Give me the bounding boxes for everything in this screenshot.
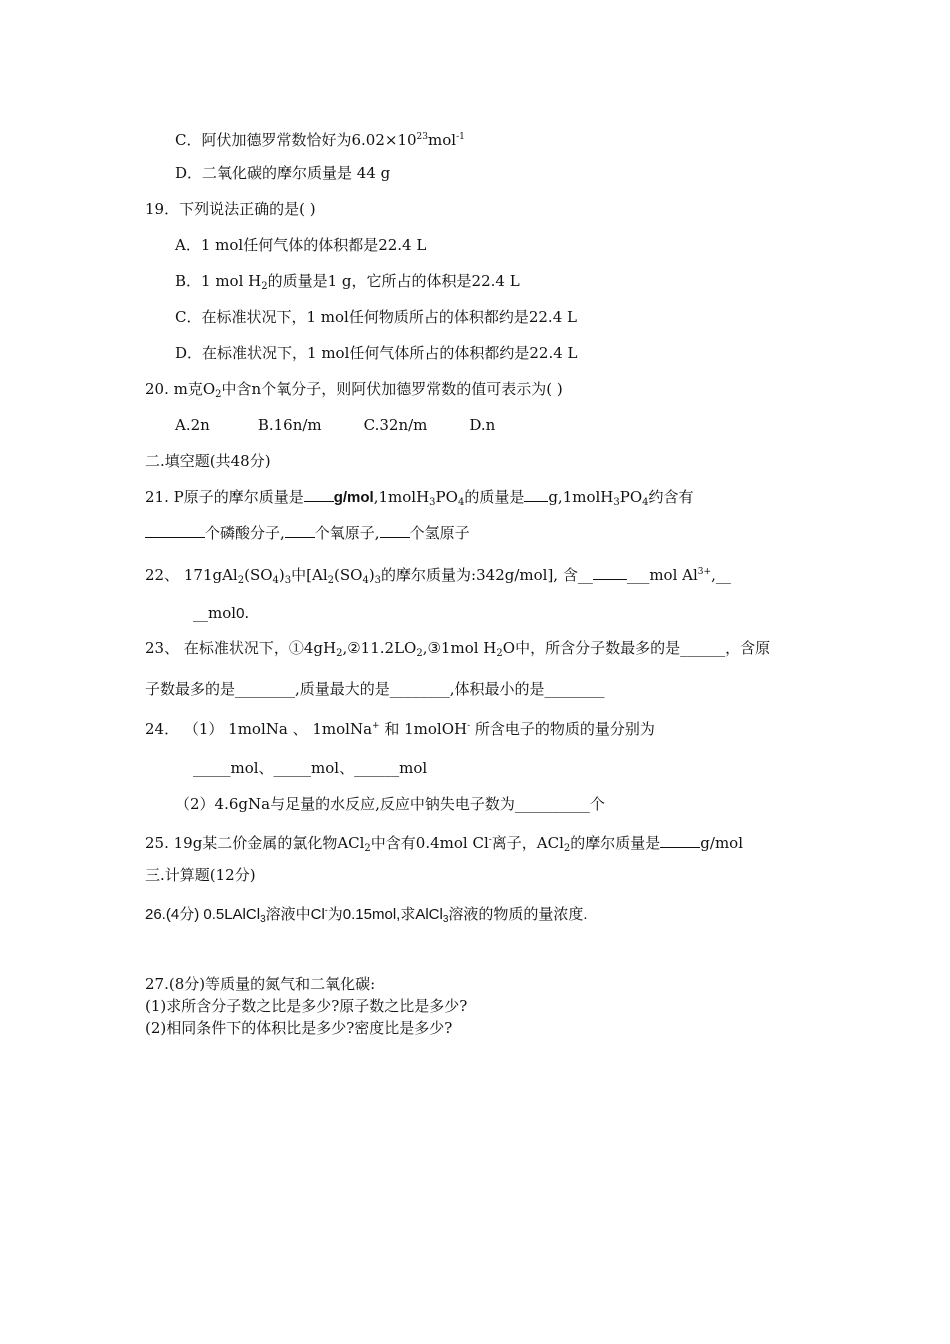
q22-sub-2: 4: [272, 575, 279, 586]
q21-blank-1[interactable]: [304, 487, 334, 502]
q21-blank-4[interactable]: [285, 523, 315, 538]
q22-text: 22、 171gAl: [145, 566, 238, 584]
q22-text-9: ___mol Al: [626, 566, 698, 584]
q24-sup-2: -: [467, 721, 471, 731]
q20-option-a: A.2n: [175, 416, 210, 434]
q20-option-c: C.32n/m: [363, 416, 428, 434]
q25-text-3: 离子，ACl: [491, 834, 564, 852]
q21-sub-h-2: 3: [613, 497, 620, 508]
q22-line-1: [145, 562, 731, 591]
section-2-heading: 二.填空题(共48分): [145, 452, 271, 470]
q25-blank[interactable]: [660, 833, 700, 848]
q18-c-unit: mol: [428, 131, 457, 149]
q21-line-1: [145, 487, 694, 513]
q22-sub-4: 2: [327, 575, 334, 586]
q21-text-7: 约含有: [648, 488, 694, 506]
q22-sub-1: 2: [237, 575, 245, 586]
q18-option-c: [175, 127, 465, 150]
q22-text-12: 0: [236, 605, 245, 622]
section-3-heading: 三.计算题(12分): [145, 866, 256, 884]
q21-blank-3[interactable]: [145, 523, 205, 538]
q23-sub-1: 2: [336, 648, 343, 659]
q26-line: [145, 900, 588, 930]
q25-sub-2: 2: [563, 843, 571, 854]
q23-line-2: 子数最多的是________,质量最大的是________,体积最小的是________: [145, 680, 605, 698]
q26-text-3: 为0.15mol,求AlCl: [327, 906, 443, 923]
q21-text-2: ,1molH: [373, 488, 430, 506]
q19-option-a: A．1 mol任何气体的体积都是22.4 L: [175, 236, 427, 254]
q22-blank-1[interactable]: [593, 565, 627, 580]
q27-stem: 27.(8分)等质量的氮气和二氧化碳:: [145, 975, 376, 993]
q21-text-5: g,1molH: [548, 488, 614, 506]
q23-sub-2: 2: [416, 648, 423, 659]
q21-text-9: 个氧原子,: [314, 524, 380, 542]
q26-sub-2: 3: [442, 914, 449, 925]
q24-text-2: 和 1molOH: [379, 720, 468, 738]
q25-sup: -: [488, 835, 492, 845]
q22-text-2: (SO: [244, 566, 273, 584]
q22-line-2: [193, 603, 249, 624]
q23-text-2: ,②11.2LO: [342, 639, 417, 657]
q20-stem: [145, 379, 563, 405]
q18-c-exponent: 23: [416, 132, 428, 142]
q21-blank-2[interactable]: [524, 487, 548, 502]
q20-option-d: D.n: [469, 416, 496, 434]
q22-text-11: __mol: [193, 604, 237, 622]
q20-options: [175, 415, 495, 435]
q25-line: [145, 830, 743, 859]
q22-text-6: ): [368, 566, 375, 584]
q26-text-2: 溶液中Cl: [265, 906, 325, 923]
q18-option-d: D．二氧化碳的摩尔质量是 44 g: [175, 164, 391, 182]
q21-blank-5[interactable]: [380, 523, 410, 538]
q22-text-4: 中[Al: [291, 566, 328, 584]
q26-sup: -: [324, 905, 328, 915]
q20-subscript: 2: [215, 389, 222, 400]
q25-text-2: 中含有0.4mol Cl: [370, 834, 489, 852]
q25-text-4: 的摩尔质量是: [570, 834, 661, 852]
q21-sub-o: 4: [457, 497, 465, 508]
q21-text-6: PO: [619, 488, 643, 506]
q22-sub-6: 3: [374, 575, 382, 586]
q24-line-3: （2）4.6gNa与足量的水反应,反应中钠失电子数为__________个: [175, 795, 605, 813]
q22-text-3: ): [278, 566, 285, 584]
q21-text-4: 的质量是: [464, 488, 525, 506]
q22-text-8: __: [577, 566, 593, 584]
q23-sub-3: 2: [496, 648, 503, 659]
q20-stem-text: 20. m克O: [145, 380, 216, 398]
q19-b-subscript: 2: [261, 281, 268, 292]
q25-sub-1: 2: [364, 843, 371, 854]
q23-text-4: O中，所含分子数最多的是______，含原: [502, 639, 771, 657]
q23-line-1: [145, 638, 770, 664]
q21-sub-h: 3: [429, 497, 436, 508]
q22-sub-5: 4: [362, 575, 369, 586]
q23-text-3: ,③1mol H: [422, 639, 497, 657]
q21-line-2: [145, 523, 470, 543]
q19-b-text: B．1 mol H: [175, 272, 262, 290]
q22-text-7: 的摩尔质量为:342g/mol], 含: [381, 566, 578, 584]
q21-text: 21. P原子的摩尔质量是: [145, 488, 304, 506]
q26-sub-1: 3: [260, 914, 266, 925]
q24-sup-1: +: [372, 721, 380, 731]
q21-text-10: 个氢原子: [409, 524, 470, 542]
q25-unit: g/mol: [700, 834, 744, 852]
q21-text-3: PO: [435, 488, 458, 506]
q20-stem-text-2: 中含n个氧分子，则阿伏加德罗常数的值可表示为( ): [221, 380, 563, 398]
q19-option-d: D．在标准状况下，1 mol任何气体所占的体积都约是22.4 L: [175, 344, 578, 362]
q27-part-1: (1)求所含分子数之比是多少?原子数之比是多少?: [145, 997, 468, 1015]
q26-text-4: 溶液的物质的量浓度.: [448, 906, 588, 923]
q25-text: 25. 19g某二价金属的氯化物ACl: [145, 834, 365, 852]
q19-stem: 19．下列说法正确的是( ): [145, 200, 316, 218]
q18-c-unit-exponent: -1: [456, 132, 465, 142]
q22-text-5: (SO: [334, 566, 363, 584]
q22-sup-charge: 3+: [697, 567, 712, 577]
q20-option-b: B.16n/m: [257, 416, 322, 434]
q26-text: 26.(4分) 0.5LAlCl: [145, 906, 261, 923]
q19-b-text-2: 的质量是1 g，它所占的体积是22.4 L: [267, 272, 520, 290]
q24-line-1: [145, 716, 655, 739]
q23-text: 23、 在标准状况下，①4gH: [145, 639, 337, 657]
q21-text-8: 个磷酸分子,: [205, 524, 285, 542]
q22-text-13: .: [244, 604, 250, 622]
q22-text-10: ,__: [711, 566, 731, 584]
q21-unit: g/mol: [333, 489, 374, 506]
q24-text: 24． （1） 1molNa 、 1molNa: [145, 720, 373, 738]
q19-option-c: C．在标准状况下，1 mol任何物质所占的体积都约是22.4 L: [175, 308, 577, 326]
q24-line-2: _____mol、_____mol、______mol: [193, 759, 428, 777]
q22-sub-3: 3: [284, 575, 292, 586]
q21-sub-o-2: 4: [642, 497, 649, 508]
q27-part-2: (2)相同条件下的体积比是多少?密度比是多少?: [145, 1019, 453, 1037]
q19-option-b: [175, 271, 520, 297]
q18-c-text: C．阿伏加德罗常数恰好为6.02×10: [175, 131, 417, 149]
q24-text-3: 所含电子的物质的量分别为: [470, 720, 655, 738]
